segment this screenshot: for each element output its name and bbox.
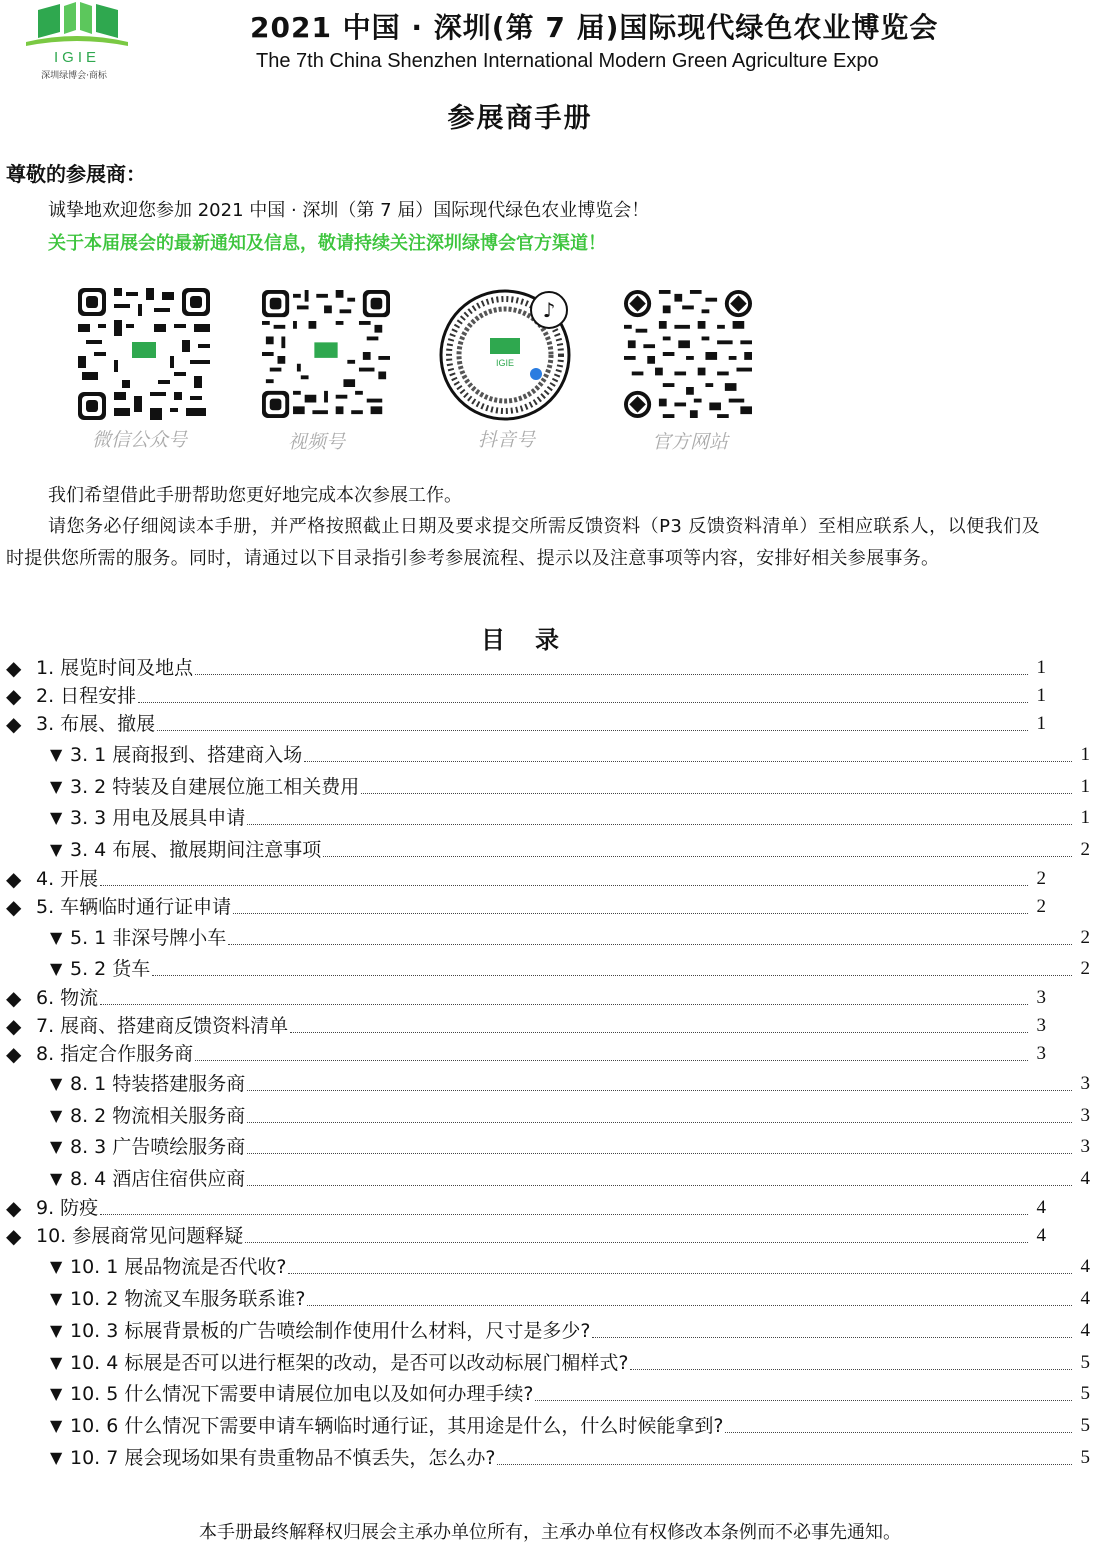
website-qr-label: 官方网站 [652,431,729,453]
diamond-bullet-icon: ◆ [6,712,22,736]
toc-entry-label: 8. 4 酒店住宿供应商 [70,1168,246,1190]
triangle-down-icon: ▼ [50,1169,63,1188]
toc-dot-leader [100,1214,1028,1215]
toc-entry-label: 3. 1 展商报到、搭建商入场 [70,744,303,766]
toc-subentry [0,1410,1090,1440]
diamond-bullet-icon: ◆ [6,1196,22,1220]
expo-title-cn: 2021 中国 · 深圳(第 7 届)国际现代绿色农业博览会 [250,11,939,44]
toc-entry-label: 10. 6 什么情况下需要申请车辆临时通行证，其用途是什么，什么时候能拿到? [70,1415,724,1437]
toc-page-number: 3 [1080,1073,1090,1094]
toc-subentry [0,922,1090,952]
toc-page-number: 2 [1036,896,1046,917]
toc-dot-leader [307,1305,1072,1306]
triangle-down-icon: ▼ [50,840,63,859]
toc-dot-leader [247,824,1072,825]
toc-entry-label: 3. 布展、撤展 [36,713,156,735]
toc-page-number: 1 [1080,776,1090,797]
toc-page-number: 4 [1080,1256,1090,1277]
toc-entry-label: 8. 3 广告喷绘服务商 [70,1136,246,1158]
toc-page-number: 3 [1036,987,1046,1008]
toc-entry [0,1038,1046,1068]
wechat-qr-label: 微信公众号 [92,429,188,451]
toc-page-number: 4 [1080,1320,1090,1341]
toc-entry [0,1220,1046,1250]
toc-dot-leader [233,913,1028,914]
toc-entry [0,652,1046,682]
toc-entry-label: 9. 防疫 [36,1197,99,1219]
toc-entry-label: 10. 5 什么情况下需要申请展位加电以及如何办理手续? [70,1383,534,1405]
triangle-down-icon: ▼ [50,959,63,978]
toc-entry-label: 10. 4 标展是否可以进行框架的改动，是否可以改动标展门楣样式? [70,1352,629,1374]
toc-page-number: 1 [1036,713,1046,734]
toc-page-number: 2 [1080,958,1090,979]
triangle-down-icon: ▼ [50,1257,63,1276]
toc-page-number: 2 [1080,927,1090,948]
toc-subentry [0,1378,1090,1408]
toc-subentry [0,1131,1090,1161]
triangle-down-icon: ▼ [50,1289,63,1308]
toc-page-number: 3 [1080,1136,1090,1157]
toc-page-number: 3 [1080,1105,1090,1126]
toc-entry-label: 6. 物流 [36,987,99,1009]
toc-page-number: 2 [1036,868,1046,889]
diamond-bullet-icon: ◆ [6,867,22,891]
toc-dot-leader [290,1032,1028,1033]
toc-entry-label: 8. 2 物流相关服务商 [70,1105,246,1127]
toc-entry-label: 10. 2 物流叉车服务联系谁? [70,1288,306,1310]
toc-subentry [0,1315,1090,1345]
notice-text: 关于本届展会的最新通知及信息，敬请持续关注深圳绿博会官方渠道！ [48,233,606,254]
video-channel-qr-label: 视频号 [288,431,346,453]
toc-entry-label: 10. 1 展品物流是否代收? [70,1256,287,1278]
toc-page-number: 5 [1080,1415,1090,1436]
toc-entry-label: 4. 开展 [36,868,99,890]
website-qr-code [624,290,752,418]
toc-entry-label: 8. 1 特装搭建服务商 [70,1073,246,1095]
toc-subentry [0,1251,1090,1281]
toc-dot-leader [247,1153,1072,1154]
triangle-down-icon: ▼ [50,1074,63,1093]
diamond-bullet-icon: ◆ [6,684,22,708]
toc-dot-leader [304,761,1072,762]
toc-dot-leader [247,1122,1072,1123]
triangle-down-icon: ▼ [50,1137,63,1156]
toc-dot-leader [592,1337,1072,1338]
toc-dot-leader [195,1060,1028,1061]
toc-dot-leader [157,730,1028,731]
triangle-down-icon: ▼ [50,777,63,796]
diamond-bullet-icon: ◆ [6,895,22,919]
toc-dot-leader [288,1273,1072,1274]
toc-dot-leader [535,1400,1072,1401]
toc-subentry [0,802,1090,832]
toc-entry-label: 8. 指定合作服务商 [36,1043,194,1065]
intro-paragraph-1: 我们希望借此手册帮助您更好地完成本次参展工作。 [48,485,462,506]
toc-dot-leader [195,674,1028,675]
toc-entry-label: 10. 3 标展背景板的广告喷绘制作使用什么材料，尺寸是多少? [70,1320,591,1342]
triangle-down-icon: ▼ [50,808,63,827]
toc-page-number: 1 [1080,744,1090,765]
welcome-text: 诚挚地欢迎您参加 2021 中国 · 深圳（第 7 届）国际现代绿色农业博览会！ [48,200,650,221]
toc-subentry [0,771,1090,801]
toc-entry-label: 1. 展览时间及地点 [36,657,194,679]
toc-entry [0,1010,1046,1040]
triangle-down-icon: ▼ [50,928,63,947]
toc-dot-leader [100,885,1028,886]
toc-entry-label: 2. 日程安排 [36,685,137,707]
svg-text:IGIE: IGIE [495,358,515,368]
toc-subentry [0,953,1090,983]
toc-title: 目录 [481,626,589,654]
toc-page-number: 5 [1080,1383,1090,1404]
toc-entry [0,680,1046,710]
toc-subentry [0,1068,1090,1098]
triangle-down-icon: ▼ [50,1448,63,1467]
toc-page-number: 4 [1080,1168,1090,1189]
douyin-qr-code [438,288,572,422]
qr-code-row [0,280,1080,460]
diamond-bullet-icon: ◆ [6,1014,22,1038]
toc-entry [0,863,1046,893]
toc-subentry [0,1283,1090,1313]
toc-entry [0,982,1046,1012]
toc-page-number: 3 [1036,1015,1046,1036]
toc-dot-leader [630,1369,1072,1370]
intro-paragraph-2: 请您务必仔细阅读本手册，并严格按照截止日期及要求提交所需反馈资料（P3 反馈资料清单）至相应联系人，以便我们及时提供您所需的服务。同时，请通过以下目录指引参考参展流程、提示以及注意事项等内容，安排好相关参展事务。 [6,516,1040,569]
toc-page-number: 4 [1080,1288,1090,1309]
douyin-qr-label: 抖音号 [478,429,536,451]
triangle-down-icon: ▼ [50,1106,63,1125]
toc-entry-label: 5. 2 货车 [70,958,151,980]
triangle-down-icon: ▼ [50,745,63,764]
diamond-bullet-icon: ◆ [6,1042,22,1066]
video-channel-qr-code [262,290,390,418]
toc-entry-label: 5. 1 非深号牌小车 [70,927,227,949]
diamond-bullet-icon: ◆ [6,986,22,1010]
toc-dot-leader [138,702,1028,703]
triangle-down-icon: ▼ [50,1416,63,1435]
logo-subtext: 深圳绿博会·商标 [41,71,107,81]
wechat-qr-code [78,288,210,420]
toc-entry-label: 10. 参展商常见问题释疑 [36,1225,244,1247]
toc-entry [0,708,1046,738]
toc-dot-leader [725,1432,1072,1433]
toc-page-number: 1 [1036,685,1046,706]
toc-subentry [0,1347,1090,1377]
toc-dot-leader [152,975,1072,976]
toc-page-number: 5 [1080,1352,1090,1373]
toc-page-number: 4 [1036,1197,1046,1218]
toc-subentry [0,739,1090,769]
svg-text:♪: ♪ [542,298,556,322]
document-title: 参展商手册 [447,103,593,134]
toc-dot-leader [497,1464,1072,1465]
toc-subentry [0,834,1090,864]
toc-subentry [0,1442,1090,1472]
toc-dot-leader [247,1185,1072,1186]
toc-entry-label: 10. 7 展会现场如果有贵重物品不慎丢失，怎么办? [70,1447,496,1469]
toc-page-number: 1 [1080,807,1090,828]
triangle-down-icon: ▼ [50,1384,63,1403]
toc-subentry [0,1163,1090,1193]
triangle-down-icon: ▼ [50,1321,63,1340]
toc-dot-leader [100,1004,1028,1005]
toc-entry-label: 3. 3 用电及展具申请 [70,807,246,829]
toc-dot-leader [247,1090,1072,1091]
toc-entry [0,891,1046,921]
diamond-bullet-icon: ◆ [6,656,22,680]
footer-disclaimer: 本手册最终解释权归展会主承办单位所有，主承办单位有权修改本条例而不必事先通知。 [199,1522,901,1543]
toc-page-number: 4 [1036,1225,1046,1246]
toc-entry-label: 3. 4 布展、撤展期间注意事项 [70,839,322,861]
toc-dot-leader [245,1242,1028,1243]
triangle-down-icon: ▼ [50,1353,63,1372]
toc-dot-leader [228,944,1072,945]
toc-entry-label: 5. 车辆临时通行证申请 [36,896,232,918]
page-header [0,0,1080,90]
expo-title-en: The 7th China Shenzhen International Modern Green Agriculture Expo [256,50,879,72]
toc-entry-label: 3. 2 特装及自建展位施工相关费用 [70,776,360,798]
toc-dot-leader [361,793,1072,794]
logo-wordmark: IGIE [53,49,101,66]
toc-entry [0,1192,1046,1222]
toc-page-number: 5 [1080,1447,1090,1468]
toc-subentry [0,1100,1090,1130]
toc-page-number: 3 [1036,1043,1046,1064]
diamond-bullet-icon: ◆ [6,1224,22,1248]
toc-page-number: 2 [1080,839,1090,860]
toc-dot-leader [323,856,1072,857]
toc-page-number: 1 [1036,657,1046,678]
greeting: 尊敬的参展商： [6,162,146,186]
toc-entry-label: 7. 展商、搭建商反馈资料清单 [36,1015,289,1037]
